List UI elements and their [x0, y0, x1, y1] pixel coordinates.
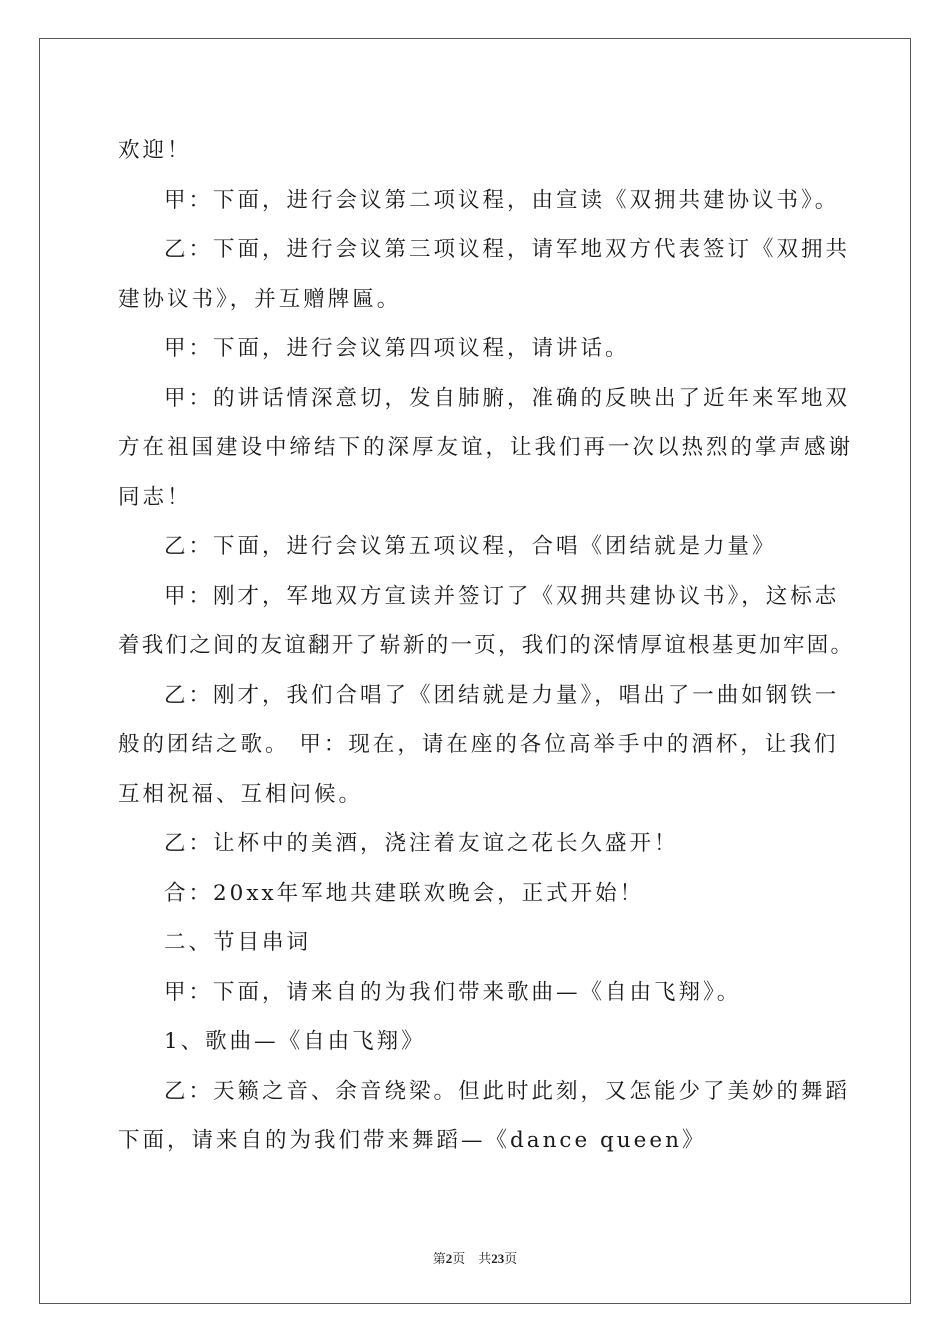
document-body	[118, 126, 858, 1166]
paragraph-line: 欢迎！	[118, 138, 192, 163]
page-footer	[0, 1248, 950, 1267]
paragraph-line: 下面，请来自的为我们带来舞蹈—《dance queen》	[118, 1128, 707, 1153]
paragraph-line: 乙：下面，进行会议第五项议程，合唱《团结就是力量》	[164, 534, 777, 559]
footer-middle: 页 共	[452, 1251, 492, 1266]
paragraph-line: 甲：下面，进行会议第二项议程，由宣读《双拥共建协议书》。	[164, 187, 840, 213]
paragraph-line: 着我们之间的友谊翻开了崭新的一页，我们的深情厚谊根基更加牢固。	[118, 633, 855, 658]
paragraph-line: 方在祖国建设中缔结下的深厚友谊，让我们再一次以热烈的掌声感谢	[118, 435, 854, 460]
paragraph-line: 二、节目串词	[164, 930, 312, 955]
footer-current-page: 2	[445, 1251, 453, 1266]
paragraph-line: 同志！	[118, 484, 192, 510]
paragraph-line: 建协议书》，并互赠牌匾。	[118, 286, 402, 312]
footer-total-pages: 23	[491, 1251, 505, 1266]
paragraph-line: 般的团结之歌。 甲：现在，请在座的各位高举手中的酒杯，让我们	[118, 732, 839, 757]
paragraph-line: 乙：天籁之音、余音绕梁。但此时此刻，又怎能少了美妙的舞蹈	[164, 1078, 851, 1104]
paragraph-line: 乙：刚才，我们合唱了《团结就是力量》，唱出了一曲如钢铁一	[164, 682, 840, 708]
paragraph-line: 甲：下面，请来自的为我们带来歌曲—《自由飞翔》。	[164, 979, 742, 1005]
paragraph-line: 互相祝福、互相问候。	[118, 781, 364, 807]
paragraph-line: 甲：下面，进行会议第四项议程，请讲话。	[164, 336, 630, 361]
paragraph-line: 合：20xx年军地共建联欢晚会，正式开始！	[164, 880, 645, 906]
paragraph-line: 乙：让杯中的美酒，浇注着友谊之花长久盛开！	[164, 831, 679, 856]
paragraph-line: 乙：下面，进行会议第三项议程，请军地双方代表签订《双拥共	[164, 237, 851, 262]
paragraph-line: 甲：刚才，军地双方宣读并签订了《双拥共建协议书》，这标志	[164, 583, 840, 609]
paragraph-line: 甲：的讲话情深意切，发自肺腑，准确的反映出了近年来军地双	[164, 385, 851, 411]
footer-prefix: 第	[432, 1251, 446, 1266]
paragraph-line: 1、歌曲—《自由飞翔》	[164, 1029, 426, 1054]
footer-suffix: 页	[504, 1251, 518, 1266]
